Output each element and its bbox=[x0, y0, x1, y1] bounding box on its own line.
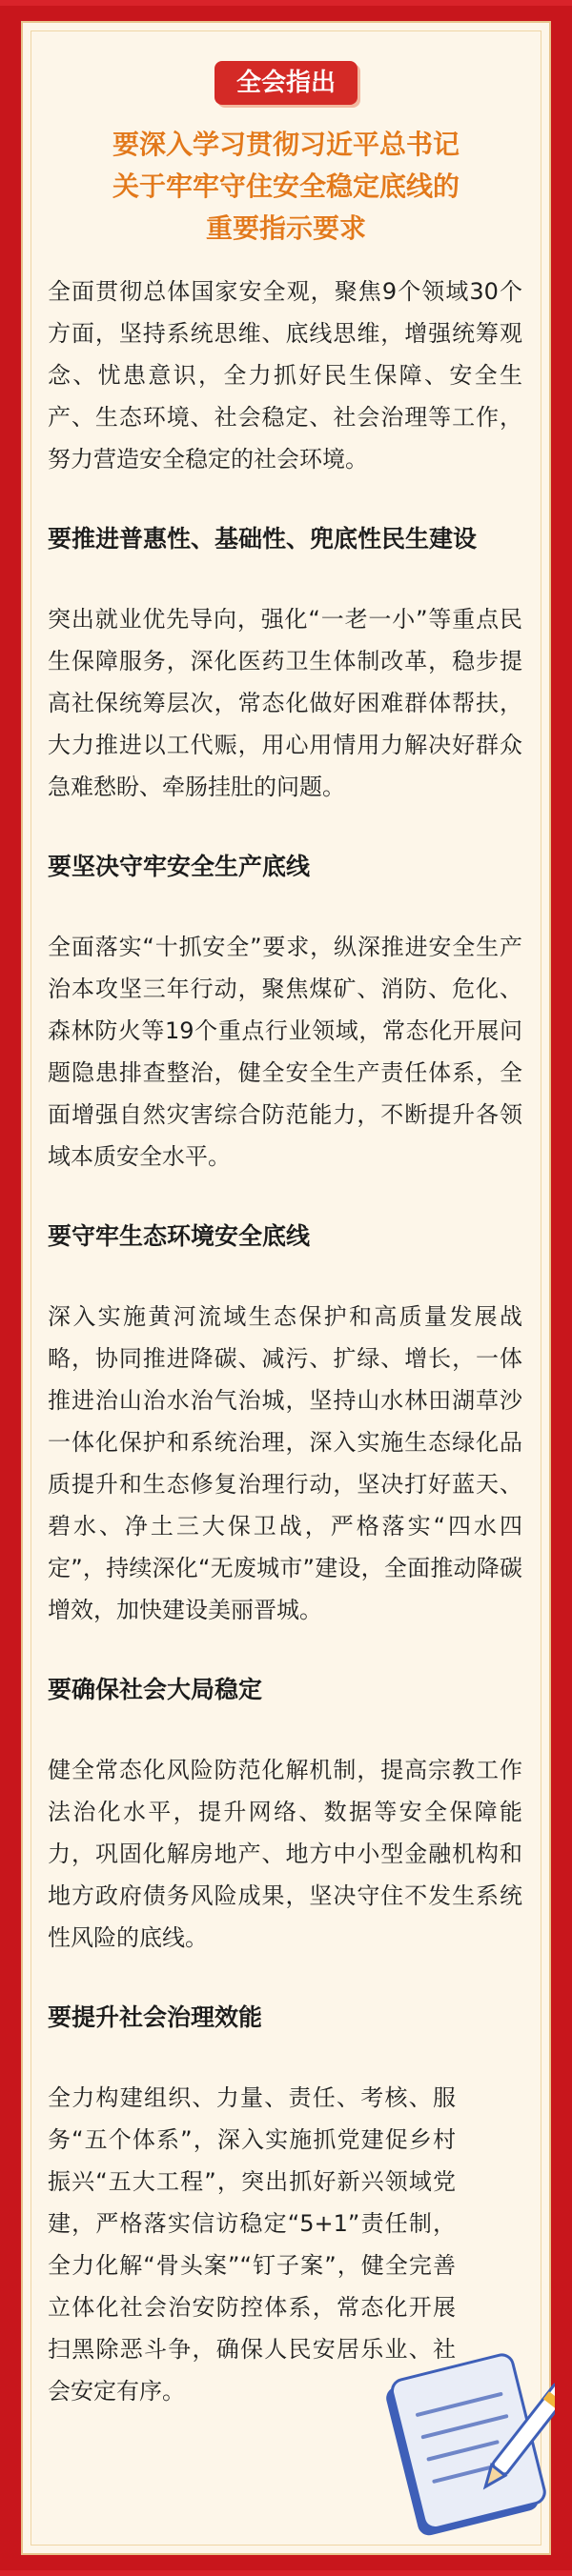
article-body bbox=[48, 271, 522, 2450]
notebook-pen-icon bbox=[374, 2334, 555, 2544]
section-paragraph: 突出就业优先导向，强化“一老一小”等重点民生保障服务，深化医药卫生体制改革，稳步提高社保统筹层次，常态化做好困难群体帮扶，大力推进以工代赈，用心用情用力解决好群众急难愁盼、牵肠挂肚的问题。 bbox=[48, 606, 522, 800]
section-heading: 要提升社会治理效能 bbox=[48, 2003, 263, 2031]
intro-paragraph: 全面贯彻总体国家安全观，聚焦9个领域30个方面，坚持系统思维、底线思维，增强统筹观念、忧患意识，全力抓好民生保障、安全生产、生态环境、社会稳定、社会治理等工作，努力营造安全稳定的社会环境。 bbox=[48, 278, 522, 473]
section-heading: 要坚决守牢安全生产底线 bbox=[48, 853, 311, 880]
section-paragraph: 健全常态化风险防范化解机制，提高宗教工作法治化水平，提升网络、数据等安全保障能力，巩固化解房地产、地方中小型金融机构和地方政府债务风险成果，坚决守住不发生系统性风险的底线。 bbox=[48, 1757, 522, 1951]
title-line: 要深入学习贯彻习近平总书记 bbox=[112, 129, 460, 160]
title-line: 关于牢牢守住安全稳定底线的 bbox=[112, 171, 460, 202]
frame-bar-bottom bbox=[0, 2570, 572, 2576]
frame-bar-top bbox=[0, 0, 572, 6]
section-heading: 要确保社会大局稳定 bbox=[48, 1676, 263, 1703]
section-badge: 全会指出 bbox=[214, 61, 358, 105]
title-line: 重要指示要求 bbox=[205, 212, 366, 244]
section-heading: 要守牢生态环境安全底线 bbox=[48, 1222, 311, 1250]
page-title bbox=[38, 124, 534, 250]
section-heading: 要推进普惠性、基础性、兜底性民生建设 bbox=[48, 525, 478, 553]
section-paragraph: 深入实施黄河流域生态保护和高质量发展战略，协同推进降碳、减污、扩绿、增长，一体推进治山治水治气治城，坚持山水林田湖草沙一体化保护和系统治理，深入实施生态绿化品质提升和生态修复治理行动，坚决打好蓝天、碧水、净土三大保卫战，严格落实“四水四定”，持续深化“无废城市”建设，全面推动降碳增效，加快建设美丽晋城。 bbox=[48, 1303, 522, 1623]
section-paragraph: 全面落实“十抓安全”要求，纵深推进安全生产治本攻坚三年行动，聚焦煤矿、消防、危化、森林防火等19个重点行业领域，常态化开展问题隐患排查整治，健全安全生产责任体系，全面增强自然灾害综合防范能力，不断提升各领域本质安全水平。 bbox=[48, 934, 522, 1170]
section-paragraph: 全力构建组织、力量、责任、考核、服务“五个体系”，深入实施抓党建促乡村振兴“五大工程”，突出抓好新兴领域党建，严格落实信访稳定“5+1”责任制，全力化解“骨头案”“钉子案”，健全完善立体化社会治安防控体系，常态化开展扫黑除恶斗争，确保人民安居乐业、社会安定有序。 bbox=[48, 2084, 456, 2405]
